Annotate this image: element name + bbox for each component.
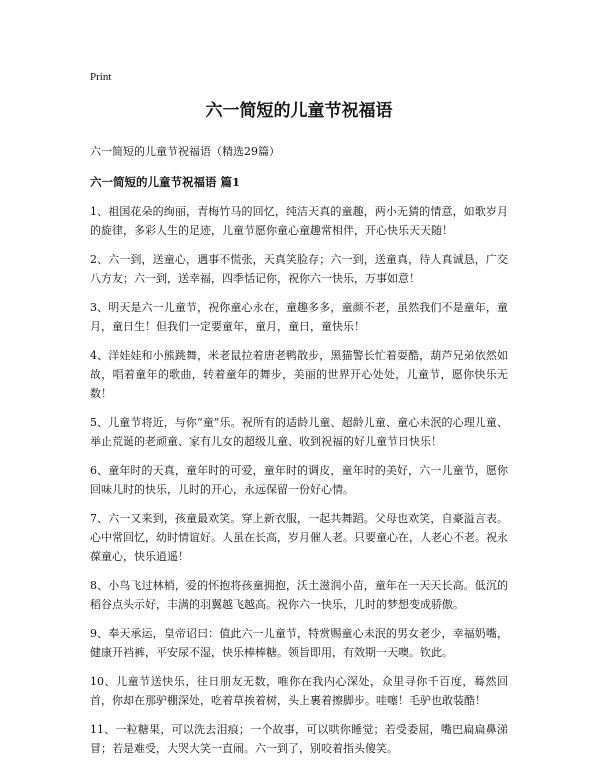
paragraph-11: 11、一粒糖果，可以洗去泪痕；一个故事，可以哄你睡觉；若受委屈，嘴巴扁扁鼻涕冒；若是难受，大哭大笑一直闹。六一到了，别咬着指头傻笑。: [90, 723, 508, 755]
paragraph-5: 5、儿童节将近，与你“童”乐。祝所有的适龄儿童、超龄儿童、童心未泯的心理儿童、举止荒诞的老顽童、家有儿女的超级儿童、收到祝福的好儿童节日快乐！: [90, 416, 508, 448]
paragraph-1: 1、祖国花朵的绚丽，青梅竹马的回忆，纯洁天真的童趣，两小无猜的情意，如歌岁月的旋律，多彩人生的足迹，儿童节愿你童心童趣常相伴，开心快乐天天随！: [90, 205, 508, 237]
paragraph-8: 8、小鸟飞过林梢，爱的怀抱将孩童拥抱，沃土滋润小苗，童年在一天天长高。低沉的稻谷点头示好，丰满的羽翼越飞越高。祝你六一快乐，儿时的梦想变成骄傲。: [90, 579, 508, 611]
paragraph-10: 10、儿童节送快乐，往日朋友无数，唯你在我内心深处，众里寻你千百度，蓦然回首，你却在那驴棚深处，吃着草挨着树，头上裹着擦脚步。哇噻！毛驴也敢装酷！: [90, 675, 508, 707]
paragraph-6: 6、童年时的天真，童年时的可爱，童年时的调皮，童年时的美好，六一儿童节，愿你回味儿时的快乐，儿时的开心，永远保留一份好心情。: [90, 464, 508, 496]
paragraph-9: 9、奉天承运，皇帝诏曰：值此六一儿童节，特赏赐童心未泯的男女老少，幸福奶嘴，健康开裆裤，平安尿不湿，快乐棒棒糖。领旨即用，有效期一天噢。钦此。: [90, 627, 508, 659]
paragraph-4: 4、洋娃娃和小熊跳舞，米老鼠拉着唐老鸭散步，黑猫警长忙着耍酷，葫芦兄弟依然如故，唱着童年的歌曲，转着童年的舞步，美丽的世界开心处处，儿童节，愿你快乐无数！: [90, 349, 508, 400]
print-label[interactable]: Print: [90, 71, 112, 83]
paragraph-2: 2、六一到，送童心，遇事不慌张，天真笑脸存；六一到，送童真，待人真诚恳，广交八方友；六一到，送幸福，四季恬记你，祝你六一快乐，万事如意！: [90, 253, 508, 285]
paragraph-7: 7、六一又来到，孩童最欢笑。穿上新衣服，一起共舞蹈。父母也欢笑，自豪溢言表。心中常回忆，幼时情谊好。人虽在长高，岁月催人老。只要童心在，人老心不老。祝永葆童心，快乐逍遥！: [90, 512, 508, 563]
document-subtitle: 六一简短的儿童节祝福语（精选29篇）: [90, 145, 280, 158]
paragraph-3: 3、明天是六一儿童节，祝你童心永在，童趣多多，童颜不老，虽然我们不是童年，童月，童日生！但我们一定要童年，童月，童日，童快乐！: [90, 301, 508, 333]
section-heading: 六一简短的儿童节祝福语 篇1: [90, 175, 241, 189]
document-title: 六一简短的儿童节祝福语: [205, 101, 393, 121]
